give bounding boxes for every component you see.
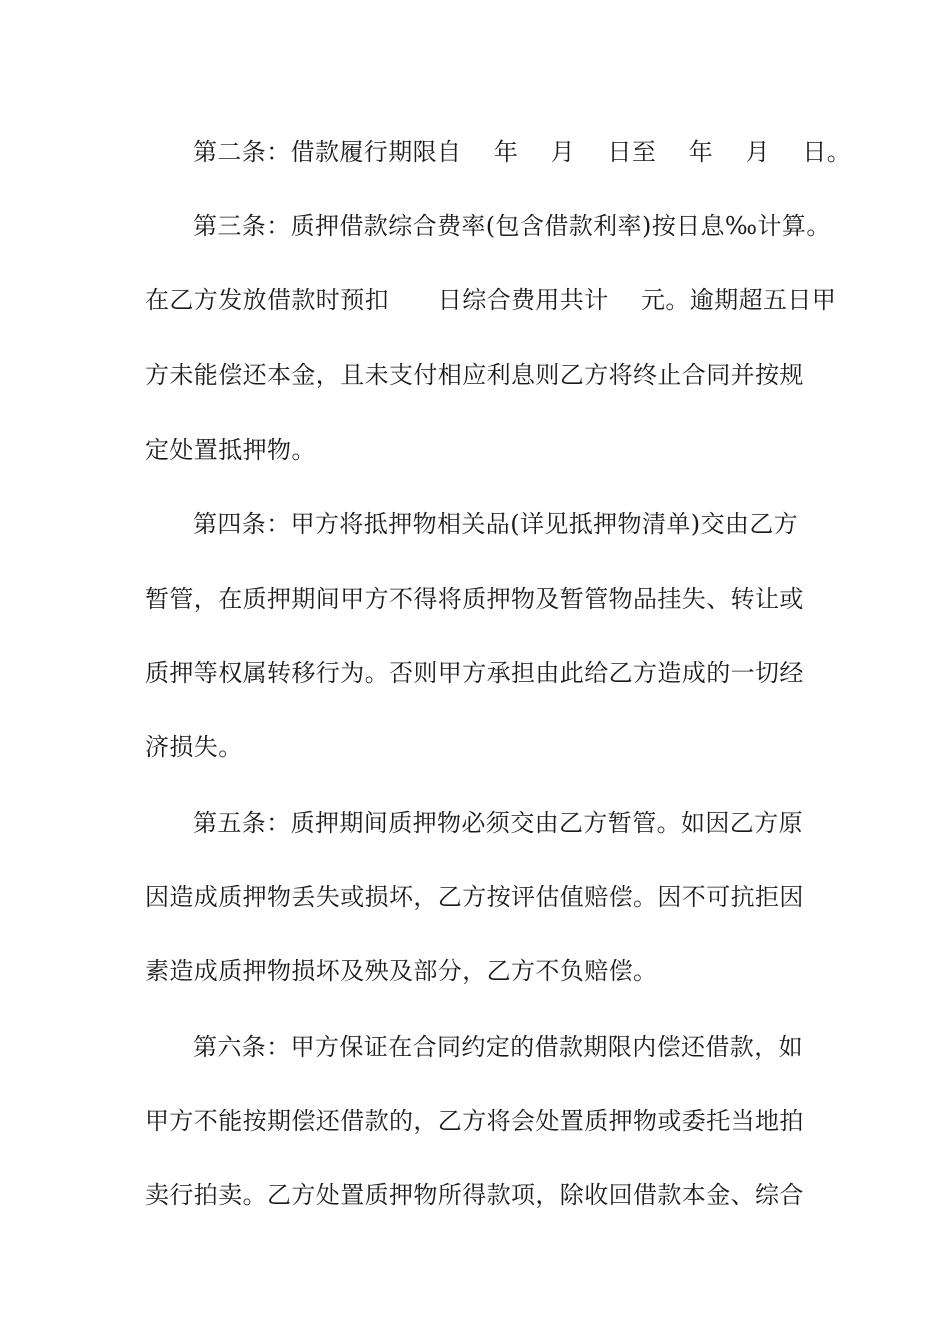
- article-5-line-1: 第五条：质押期间质押物必须交由乙方暂管。如因乙方原: [193, 809, 803, 837]
- article-6-line-3: 卖行拍卖。乙方处置质押物所得款项，除收回借款本金、综合: [145, 1181, 804, 1209]
- article-4-line-3: 质押等权属转移行为。否则甲方承担由此给乙方造成的一切经: [145, 659, 804, 687]
- article-2-line-1: 第二条：借款履行期限自 年 月 日至 年 月 日。: [193, 138, 852, 166]
- article-6-line-2: 甲方不能按期偿还借款的，乙方将会处置质押物或委托当地拍: [145, 1107, 804, 1135]
- article-5-line-2: 因造成质押物丢失或损坏，乙方按评估值赔偿。因不可抗拒因: [145, 883, 804, 911]
- article-5-line-3: 素造成质押物损坏及殃及部分，乙方不负赔偿。: [145, 957, 658, 985]
- article-4-line-4: 济损失。: [145, 733, 243, 761]
- article-4-line-2: 暂管，在质押期间甲方不得将质押物及暂管物品挂失、转让或: [145, 585, 804, 613]
- article-6-line-1: 第六条：甲方保证在合同约定的借款期限内偿还借款，如: [193, 1033, 803, 1061]
- article-3-line-4: 定处置抵押物。: [145, 436, 316, 464]
- article-4-line-1: 第四条：甲方将抵押物相关品(详见抵押物清单)交由乙方: [193, 510, 799, 538]
- article-3-line-3: 方未能偿还本金，且未支付相应利息则乙方将终止合同并按规: [145, 361, 804, 389]
- article-3-line-2: 在乙方发放借款时预扣 日综合费用共计 元。逾期超五日甲: [145, 286, 837, 314]
- article-3-line-1: 第三条：质押借款综合费率(包含借款利率)按日息‰计算。: [193, 212, 831, 240]
